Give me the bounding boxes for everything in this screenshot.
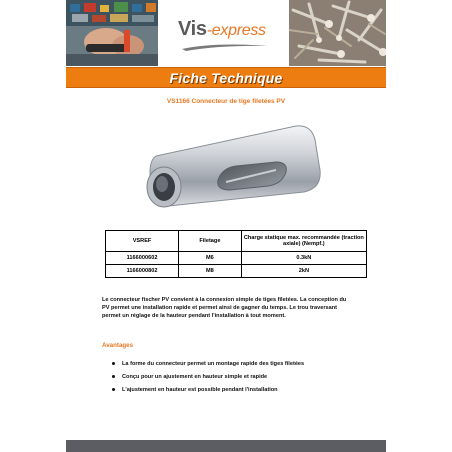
advantage-text: La forme du connecteur permet un montage rapide des tiges filetées — [122, 361, 305, 367]
header-banner — [66, 0, 386, 66]
list-item — [112, 386, 372, 399]
banner-title: Fiche Technique — [169, 69, 283, 86]
tools-photo — [66, 0, 158, 66]
bullet-icon — [112, 362, 115, 365]
logo-main-text: Vis — [178, 18, 207, 40]
brand-logo[interactable] — [178, 18, 278, 54]
advantage-text: Conçu pour un ajustement en hauteur simple et rapide — [122, 374, 268, 380]
table-header-row — [106, 231, 367, 252]
footer-bar — [66, 440, 386, 452]
bullet-icon — [112, 388, 115, 391]
col-header-vsref: VSREF — [106, 231, 179, 252]
table-row — [106, 252, 367, 265]
table-row — [106, 265, 367, 278]
logo-swoosh-icon — [180, 42, 270, 52]
bullet-icon — [112, 375, 115, 378]
product-image — [126, 112, 346, 212]
list-item — [112, 360, 372, 373]
cell-charge: 0.3kN — [241, 252, 366, 265]
col-header-charge: Charge statique max. recommandée (traction axiale) (Nempf.) — [241, 231, 366, 252]
cell-filetage: M6 — [179, 252, 242, 265]
cell-filetage: M8 — [179, 265, 242, 278]
advantages-heading: Avantages — [102, 342, 134, 349]
spec-table — [105, 230, 367, 278]
technical-sheet — [66, 0, 386, 452]
cell-vsref: 1166000802 — [106, 265, 179, 278]
product-title: VS1166 Connecteur de tige filetées PV — [166, 98, 286, 105]
cell-charge: 2kN — [241, 265, 366, 278]
screws-photo — [289, 0, 386, 66]
advantages-list — [112, 360, 372, 399]
logo-sub-text: -express — [206, 22, 266, 39]
advantage-text: L'ajustement en hauteur est possible pendant l'installation — [122, 387, 278, 393]
list-item — [112, 373, 372, 386]
col-header-filetage: Filetage — [179, 231, 242, 252]
fiche-technique-banner — [66, 67, 386, 88]
product-description: Le connecteur fischer PV convient à la connexion simple de tiges filetées. La conception du PV permet une installation rapide et permet ainsi de gagner du temps. Le trou traversant permet un réglage de la hauteur pendant l'installation à tout moment. — [102, 297, 347, 319]
cell-vsref: 1166000602 — [106, 252, 179, 265]
